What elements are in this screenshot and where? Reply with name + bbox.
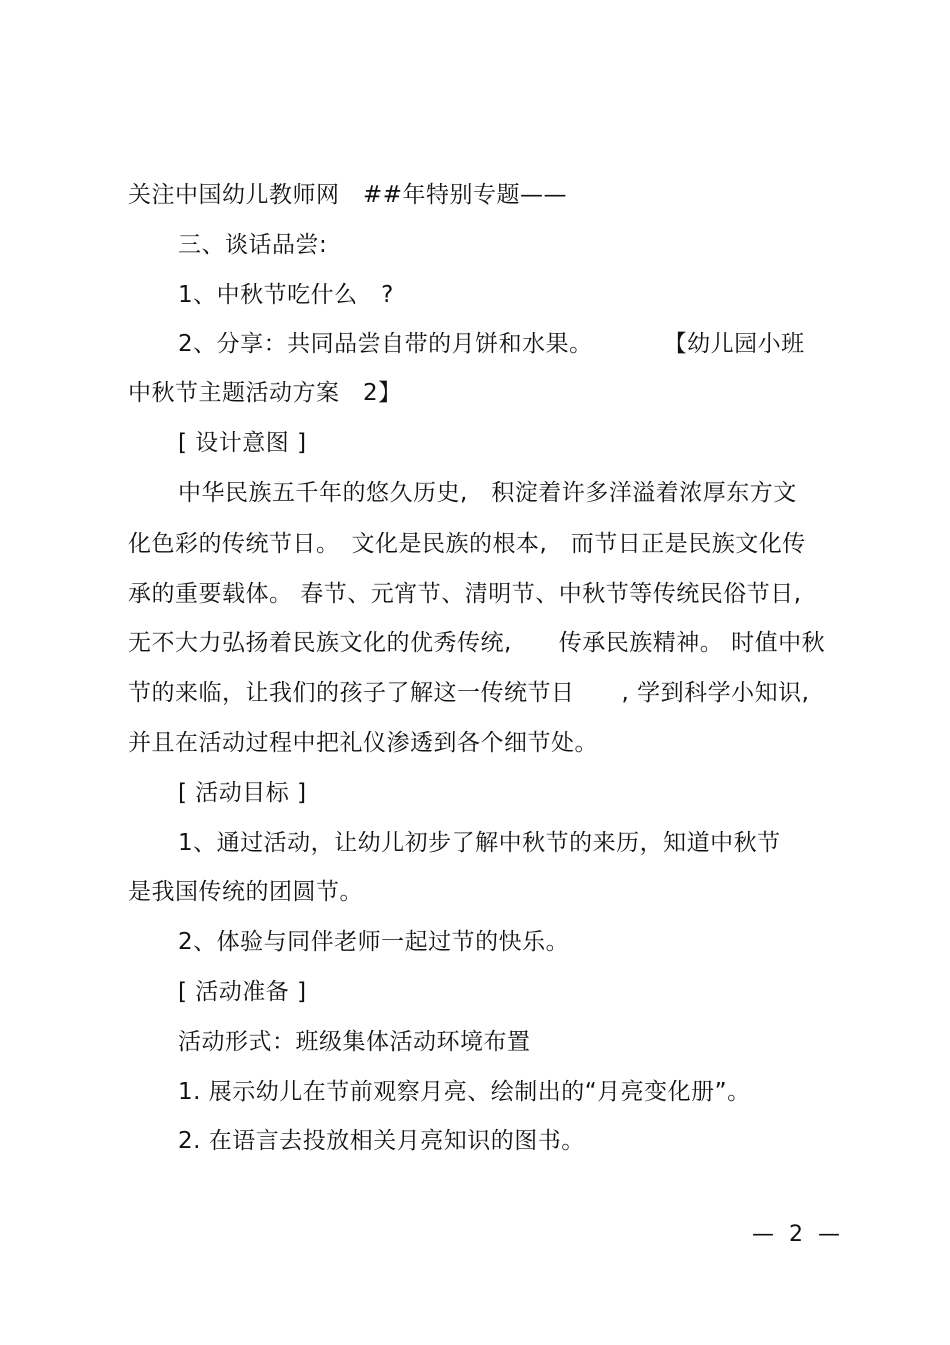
section-heading-activity-goals: [ 活动目标 ]	[178, 780, 307, 806]
paragraph-line: 节的来临，让我们的孩子了解这一传统节日 , 学到科学小知识,	[128, 680, 810, 706]
list-item: 1、通过活动，让幼儿初步了解中秋节的来历，知道中秋节	[178, 830, 781, 856]
page-number: — 2 —	[752, 1222, 844, 1247]
list-item: 2、分享：共同品尝自带的月饼和水果。 【幼儿园小班	[178, 331, 805, 357]
paragraph-line: 中华民族五千年的悠久历史, 积淀着许多洋溢着浓厚东方文	[178, 480, 797, 506]
section-heading-activity-preparation: [ 活动准备 ]	[178, 979, 307, 1005]
paragraph-line: 无不大力弘扬着民族文化的优秀传统, 传承民族精神。 时值中秋	[128, 630, 826, 656]
paragraph-line: 承的重要载体。 春节、元宵节、清明节、中秋节等传统民俗节日,	[128, 581, 802, 607]
section-heading-tasting: 三、谈话品尝:	[178, 232, 328, 258]
paragraph-line: 并且在活动过程中把礼仪渗透到各个细节处。	[128, 730, 598, 756]
list-item: 2、体验与同伴老师一起过节的快乐。	[178, 929, 570, 955]
list-item: 1. 展示幼儿在节前观察月亮、绘制出的“月亮变化册”。	[178, 1079, 751, 1105]
list-item: 2. 在语言去投放相关月亮知识的图书。	[178, 1128, 585, 1154]
page-header: 关注中国幼儿教师网 ##年特别专题——	[128, 182, 568, 208]
section-heading-design-intent: [ 设计意图 ]	[178, 430, 307, 456]
list-item-continuation: 是我国传统的团圆节。	[128, 879, 363, 905]
document-title-line: 中秋节主题活动方案 2】	[128, 380, 402, 406]
paragraph-line: 活动形式：班级集体活动环境布置	[178, 1029, 531, 1055]
paragraph-line: 化色彩的传统节日。 文化是民族的根本, 而节日正是民族文化传	[128, 531, 806, 557]
list-item: 1、中秋节吃什么 ?	[178, 282, 394, 308]
